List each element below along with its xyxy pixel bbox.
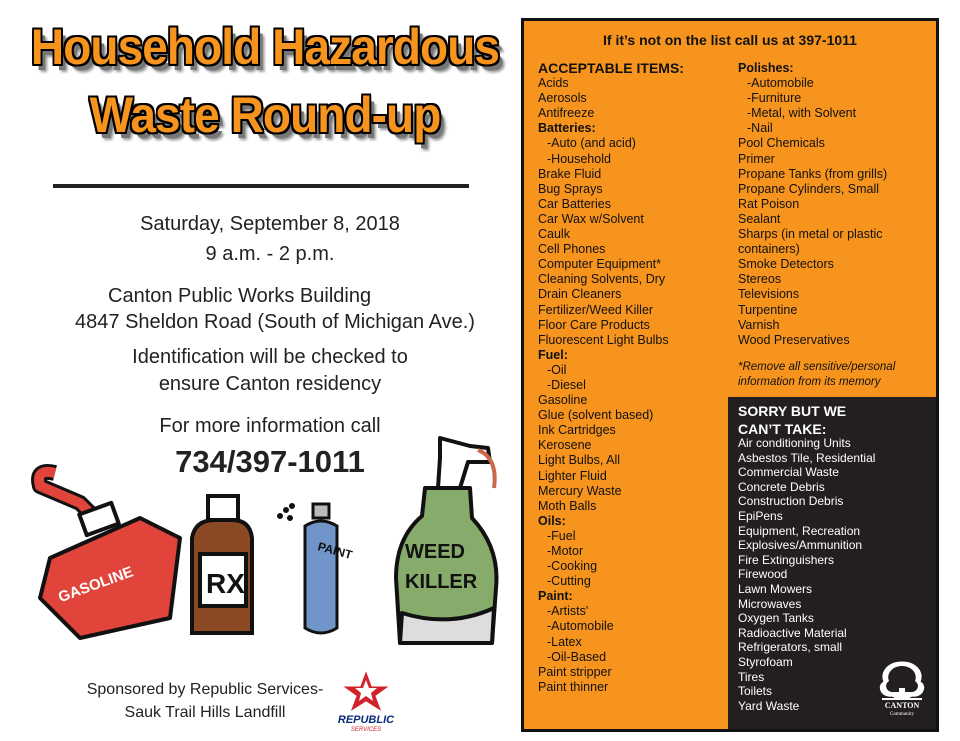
list-category: Fuel: bbox=[538, 347, 568, 362]
list-item: Construction Debris bbox=[738, 494, 844, 509]
not-accepted-title bbox=[738, 402, 846, 438]
gasoline-label: GASOLINE bbox=[56, 563, 136, 607]
acceptable-header: ACCEPTABLE ITEMS: bbox=[538, 60, 684, 76]
gasoline-can-icon bbox=[39, 472, 180, 638]
list-item: Pool Chemicals bbox=[738, 136, 825, 151]
list-item: Commercial Waste bbox=[738, 465, 839, 480]
list-item: Kerosene bbox=[538, 438, 592, 453]
note-line-2: information from its memory bbox=[738, 376, 881, 388]
list-item: Yard Waste bbox=[738, 698, 800, 713]
list-item: Propane Cylinders, Small bbox=[738, 181, 880, 196]
list-item: Fertilizer/Weed Killer bbox=[538, 302, 654, 317]
list-item: Acids bbox=[538, 76, 569, 91]
list-item: Turpentine bbox=[738, 302, 798, 317]
list-item: -Metal, with Solvent bbox=[747, 106, 857, 121]
list-item: Paint stripper bbox=[538, 664, 612, 679]
list-item: -Artists' bbox=[547, 604, 589, 619]
list-item: Paint thinner bbox=[538, 679, 609, 694]
hazardous-items-illustration bbox=[20, 428, 520, 658]
list-category: Batteries: bbox=[538, 121, 596, 136]
sponsor-line-2: Sauk Trail Hills Landfill bbox=[124, 704, 286, 721]
rx-bottle-icon bbox=[192, 496, 252, 633]
more-info-label: For more information call bbox=[159, 415, 381, 437]
list-item: Computer Equipment* bbox=[538, 257, 661, 272]
list-item: Car Wax w/Solvent bbox=[538, 211, 644, 226]
list-item: Caulk bbox=[538, 227, 570, 242]
sponsor-text bbox=[60, 678, 350, 724]
killer-label: KILLER bbox=[405, 571, 478, 593]
list-item: Sharps (in metal or plastic bbox=[738, 227, 883, 242]
not-accepted-list bbox=[738, 436, 875, 713]
list-item: Equipment, Recreation bbox=[738, 523, 861, 538]
list-item: Cell Phones bbox=[538, 242, 606, 257]
list-item: -Auto (and acid) bbox=[547, 136, 636, 151]
not-accepted-title-line-1: SORRY BUT WE bbox=[738, 403, 847, 419]
note-line-1: *Remove all sensitive/personal bbox=[738, 361, 896, 373]
list-item: EpiPens bbox=[738, 508, 783, 523]
canton-logo bbox=[874, 658, 930, 716]
list-category: Paint: bbox=[538, 589, 573, 604]
list-item: Asbestos Tile, Residential bbox=[738, 450, 876, 465]
list-item: Glue (solvent based) bbox=[538, 408, 654, 423]
canton-logo-text: CANTON bbox=[884, 701, 920, 710]
list-item: Smoke Detectors bbox=[738, 257, 834, 272]
list-item: Fluorescent Light Bulbs bbox=[538, 332, 669, 347]
not-accepted-title-line-2: CAN’T TAKE: bbox=[738, 421, 827, 437]
list-item: -Fuel bbox=[547, 528, 576, 543]
list-item: Wood Preservatives bbox=[738, 332, 850, 347]
memory-note bbox=[738, 360, 895, 390]
event-time: 9 a.m. - 2 p.m. bbox=[205, 243, 335, 265]
list-item: containers) bbox=[738, 242, 800, 257]
sponsor-line-1: Sponsored by Republic Services- bbox=[86, 681, 324, 698]
list-item: Tires bbox=[738, 669, 765, 684]
list-item: -Automobile bbox=[747, 76, 814, 91]
list-item: -Motor bbox=[547, 544, 584, 558]
title-line-1: Household Hazardous bbox=[30, 19, 500, 75]
list-item: Radioactive Material bbox=[738, 625, 847, 640]
list-item: -Nail bbox=[747, 121, 773, 136]
list-item: Light Bulbs, All bbox=[538, 453, 620, 468]
list-item: Refrigerators, small bbox=[738, 640, 843, 655]
list-item: -Cutting bbox=[547, 574, 591, 589]
spray-paint-icon bbox=[279, 504, 355, 633]
list-item: -Oil-Based bbox=[547, 649, 607, 664]
list-item: Drain Cleaners bbox=[538, 287, 622, 302]
list-item: -Latex bbox=[547, 634, 582, 649]
list-item: -Furniture bbox=[747, 91, 802, 106]
list-item: Firewood bbox=[738, 567, 788, 582]
list-item: Oxygen Tanks bbox=[738, 611, 814, 626]
list-item: Sealant bbox=[738, 211, 781, 226]
list-category: Polishes: bbox=[738, 61, 794, 75]
republic-logo-subtext: SERVICES bbox=[350, 727, 382, 732]
list-item: Toilets bbox=[738, 684, 773, 699]
list-category: Oils: bbox=[538, 513, 566, 528]
location-name: Canton Public Works Building bbox=[108, 285, 372, 307]
paint-label: PAINT bbox=[316, 539, 354, 562]
list-item: Varnish bbox=[738, 317, 780, 332]
list-item: Mercury Waste bbox=[538, 483, 622, 498]
list-item: Styrofoam bbox=[738, 654, 793, 669]
list-item: Bug Sprays bbox=[538, 181, 603, 196]
canton-logo-subtext: Community bbox=[890, 712, 914, 716]
acceptable-items-column-1 bbox=[538, 61, 684, 695]
acceptable-items-column-2 bbox=[738, 61, 887, 348]
list-item: Microwaves bbox=[738, 596, 802, 611]
list-item: Rat Poison bbox=[738, 196, 800, 211]
list-item: Explosives/Ammunition bbox=[738, 538, 863, 553]
list-item: Aerosols bbox=[538, 91, 587, 106]
list-item: Car Batteries bbox=[538, 196, 611, 211]
location-address: 4847 Sheldon Road (South of Michigan Ave.) bbox=[75, 311, 475, 333]
list-item: -Cooking bbox=[547, 559, 598, 574]
list-item: Primer bbox=[738, 151, 775, 166]
list-item: Lawn Mowers bbox=[738, 581, 813, 596]
title-line-2: Waste Round-up bbox=[89, 87, 441, 143]
republic-services-logo bbox=[328, 668, 404, 732]
list-item: Ink Cartridges bbox=[538, 423, 616, 438]
list-item: Propane Tanks (from grills) bbox=[738, 166, 888, 181]
phone-number: 734/397-1011 bbox=[175, 444, 365, 479]
id-notice-line-2: ensure Canton residency bbox=[158, 373, 382, 395]
list-item: Moth Balls bbox=[538, 498, 597, 513]
list-item: -Household bbox=[547, 151, 611, 166]
list-item: Cleaning Solvents, Dry bbox=[538, 272, 666, 287]
list-item: Air conditioning Units bbox=[738, 436, 851, 450]
list-item: Concrete Debris bbox=[738, 479, 825, 494]
list-item: Lighter Fluid bbox=[538, 468, 607, 483]
list-item: Antifreeze bbox=[538, 106, 595, 121]
rx-label: RX bbox=[206, 568, 245, 599]
id-notice-line-1: Identification will be checked to bbox=[132, 346, 408, 368]
event-date: Saturday, September 8, 2018 bbox=[140, 213, 400, 235]
divider bbox=[53, 184, 469, 188]
list-item: -Diesel bbox=[547, 377, 586, 392]
list-item: -Automobile bbox=[547, 619, 614, 634]
list-item: Brake Fluid bbox=[538, 166, 602, 181]
call-line: If it’s not on the list call us at 397-1011 bbox=[603, 32, 857, 48]
republic-logo-text: REPUBLIC bbox=[337, 714, 395, 726]
list-item: -Oil bbox=[547, 362, 567, 377]
weed-label: WEED bbox=[405, 541, 465, 563]
list-item: Stereos bbox=[738, 272, 782, 287]
list-item: Floor Care Products bbox=[538, 317, 650, 332]
list-item: Fire Extinguishers bbox=[738, 552, 835, 567]
list-item: Televisions bbox=[738, 287, 800, 302]
weed-killer-bottle-icon bbox=[396, 438, 497, 643]
list-item: Gasoline bbox=[538, 393, 588, 408]
